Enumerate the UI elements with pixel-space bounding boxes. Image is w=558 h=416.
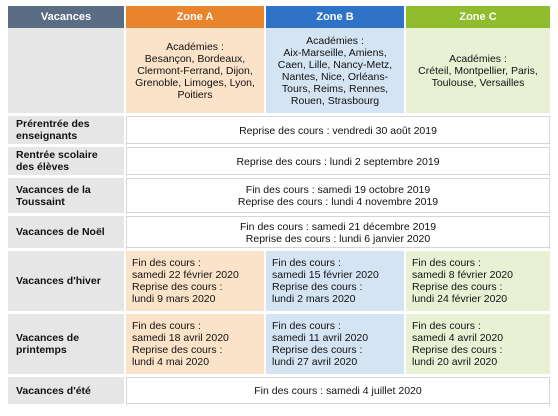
text-line: Reprise des cours : [132,281,223,293]
hiver-zone-b [266,251,406,314]
text-line: Reprise des cours : [272,281,363,293]
text-line: samedi 15 février 2020 [272,269,379,281]
hiver-zone-c [406,251,550,314]
text-line: des élèves [16,161,70,173]
text-line: Aix-Marseille, Amiens, [283,46,387,59]
text-line: Toulouse, Versailles [431,76,525,89]
text-line: samedi 11 avril 2020 [272,332,369,344]
text-line: Reprise des cours : [412,281,503,293]
row-label [8,216,126,251]
toussaint-dates [126,178,550,216]
text-line: Vacances d'hiver [16,275,101,287]
academies-label-cell [8,28,126,116]
row-noel [8,216,550,251]
text-line: Toussaint [16,195,65,208]
text-line: Fin des cours : [132,320,201,332]
text-line: Créteil, Montpellier, Paris, [418,64,538,77]
text-line: Académies : [306,34,364,47]
text-line: Fin des cours : [272,257,341,269]
academies-row [8,28,550,116]
text-line: Vacances de [16,332,80,344]
row-toussaint [8,178,550,216]
text-line: Fin des cours : [132,257,201,269]
text-line: Clermont-Ferrand, Dijon, [137,64,253,77]
row-rentree [8,147,550,178]
header-zone-b: Zone B [266,6,406,28]
text-line: Tours, Reims, Rennes, [281,82,389,95]
hiver-zone-a [126,251,266,314]
academies-zone-a [126,28,266,116]
row-label [8,147,126,178]
row-label [8,314,126,377]
text-line: lundi 2 mars 2020 [272,293,356,305]
printemps-zone-b [266,314,406,377]
header-vacances: Vacances [8,6,126,28]
text-line: Reprise des cours : [412,344,503,356]
text-line: Académies : [449,52,507,65]
text-line: Fin des cours : [272,320,341,332]
row-ete [8,377,550,407]
header-zone-a: Zone A [126,6,266,28]
text-line: Vacances de la [16,183,91,196]
row-label [8,377,126,407]
text-line: printemps [16,344,67,356]
text-line: enseignants [16,130,78,142]
text-line: lundi 20 avril 2020 [412,356,498,368]
row-hiver [8,251,550,314]
text-line: lundi 4 mai 2020 [132,356,210,368]
text-line: Académies : [166,40,224,53]
text-line: Reprise des cours : vendredi 30 août 2019 [239,124,437,137]
text-line: Reprise des cours : [132,344,223,356]
text-line: Fin des cours : samedi 4 juillet 2020 [254,385,422,397]
text-line: Reprise des cours : lundi 6 janvier 2020 [245,232,431,245]
row-label [8,116,126,147]
prerentree-date [126,116,550,147]
text-line: Prérentrée des [16,118,90,130]
text-line: lundi 24 février 2020 [412,293,508,305]
header-row [8,6,550,28]
text-line: Vacances de Noël [16,226,105,238]
text-line: Besançon, Bordeaux, [144,52,246,65]
row-printemps [8,314,550,377]
printemps-zone-a [126,314,266,377]
text-line: Rentrée scolaire [16,149,98,161]
text-line: Fin des cours : samedi 21 décembre 2019 [239,220,437,233]
text-line: samedi 18 avril 2020 [132,332,229,344]
text-line: Reprise des cours : lundi 4 novembre 2019 [237,196,439,208]
text-line: Poitiers [177,88,213,101]
text-line: Nantes, Nice, Orléans- [281,70,389,83]
text-line: Rouen, Strasbourg [290,94,380,107]
row-label [8,178,126,216]
text-line: samedi 4 avril 2020 [412,332,504,344]
header-zone-c: Zone C [406,6,550,28]
noel-dates [126,216,550,251]
ete-date [126,377,550,407]
row-label [8,251,126,314]
text-line: lundi 27 avril 2020 [272,356,358,368]
text-line: Grenoble, Limoges, Lyon, [135,76,255,89]
rentree-date [126,147,550,178]
row-prerentree [8,116,550,147]
text-line: Caen, Lille, Nancy-Metz, [277,58,393,71]
school-holidays-table [8,6,550,407]
academies-zone-b [266,28,406,116]
printemps-zone-c [406,314,550,377]
text-line: Vacances d'été [16,384,91,397]
text-line: Reprise des cours : [272,344,363,356]
text-line: Fin des cours : [412,257,481,269]
text-line: Fin des cours : [412,320,481,332]
text-line: samedi 22 février 2020 [132,269,239,281]
text-line: Fin des cours : samedi 19 octobre 2019 [245,184,431,196]
text-line: Reprise des cours : lundi 2 septembre 2019 [236,155,440,168]
text-line: lundi 9 mars 2020 [132,293,216,305]
academies-zone-c [406,28,550,116]
text-line: samedi 8 février 2020 [412,269,513,281]
